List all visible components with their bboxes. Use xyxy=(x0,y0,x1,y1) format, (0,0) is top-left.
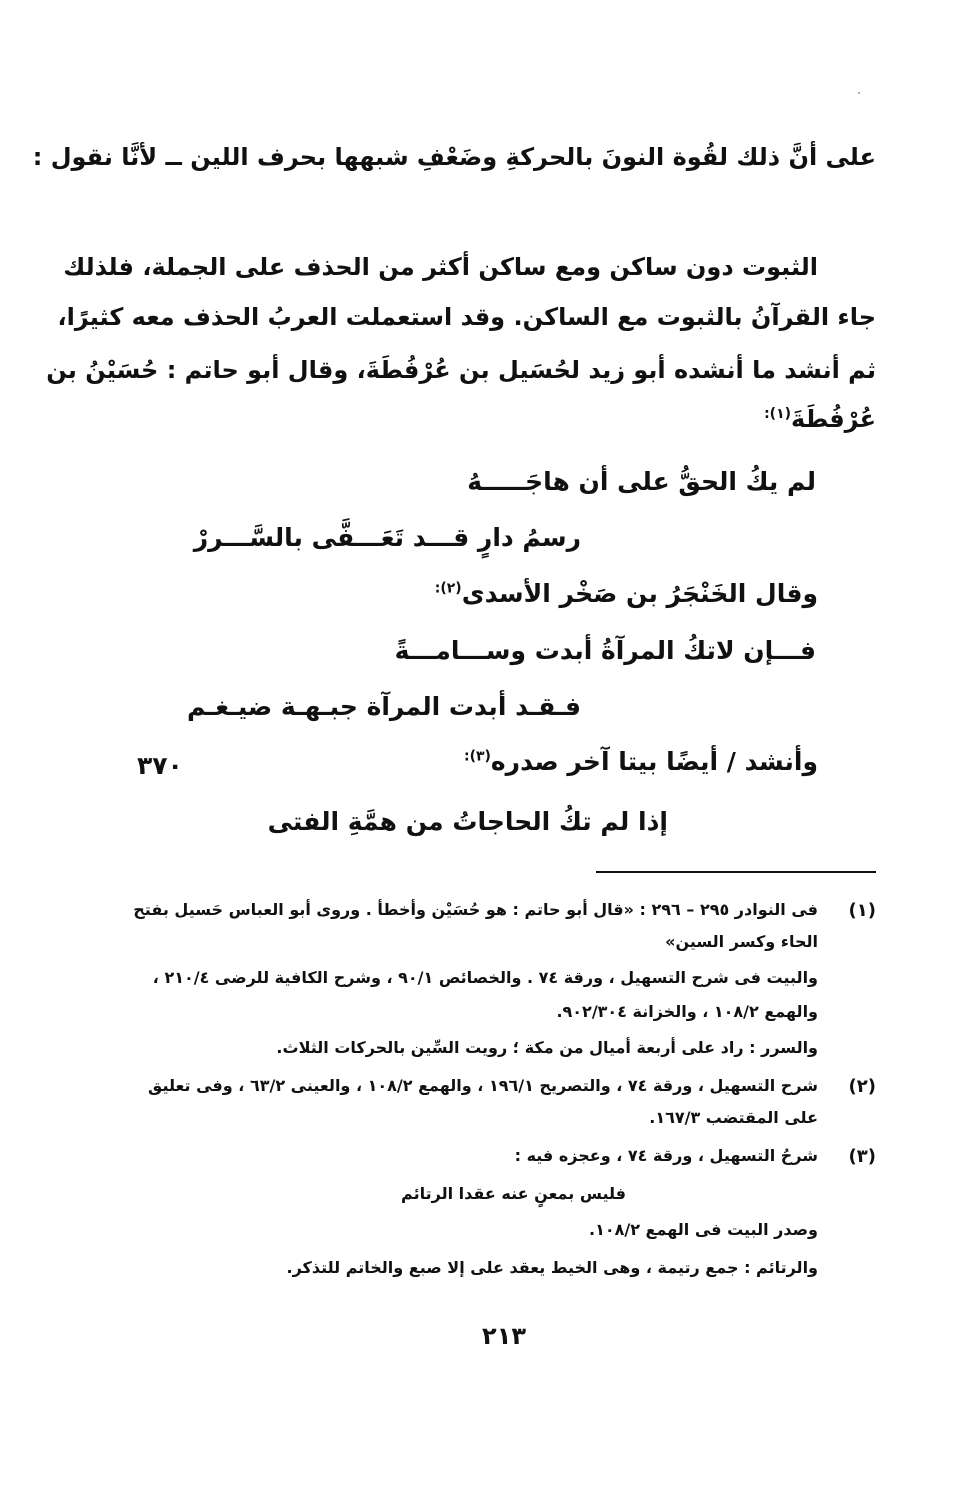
footnote-number-2: (٢) xyxy=(848,1076,876,1097)
page-number: ٢١٣ xyxy=(482,1322,526,1350)
footnote-1-line-2: الحاء وكسر السين» xyxy=(665,932,818,951)
manuscript-folio-number: ٣٧٠ xyxy=(137,751,183,780)
footnote-separator xyxy=(596,871,876,873)
poet-attribution-text: وقال الخَنْجَرُ بن صَخْر الأسدى xyxy=(461,579,818,608)
poet-attribution-line xyxy=(435,579,818,608)
paragraph-line-4-text: عُرْفُطَةَ xyxy=(791,405,876,433)
recitation-text: وأنشد / أيضًا بيتا آخر صدره xyxy=(490,747,818,776)
footnote-1-line-3: والبيت فى شرح التسهيل ، ورقة ٧٤ . والخصائص ٩٠/١ ، وشرح الكافية للرضى ٢١٠/٤ ، xyxy=(152,968,818,987)
footnote-2-line-2: على المقتضب ١٦٧/٣. xyxy=(649,1108,818,1127)
verse-1-second-hemistich: رسمُ دارٍ قـــد تَعَـــفَّى بالسَّـــررْ xyxy=(193,523,581,552)
footnote-number-3: (٣) xyxy=(848,1146,876,1167)
footnote-3-line-3: وصدر البيت فى الهمع ١٠٨/٢. xyxy=(589,1220,818,1239)
paragraph-line-2: جاء القرآنُ بالثبوت مع الساكن. وقد استعملت العربُ الحذف معه كثيرًا، xyxy=(57,303,876,331)
recitation-line xyxy=(464,747,818,776)
footnote-ref-1: (١): xyxy=(764,406,792,422)
footnote-3-line-1: شرحُ التسهيل ، ورقة ٧٤ ، وعجزه فيه : xyxy=(514,1146,818,1165)
footnote-1-line-1: فى النوادر ٢٩٥ – ٢٩٦ : «قال أبو حاتم : هو حُسَيْن وأخطأ . وروى أبو العباس حَسيل بفتح xyxy=(133,900,818,919)
footnote-number-1: (١) xyxy=(848,900,876,921)
paragraph-line-3: ثم أنشد ما أنشده أبو زيد لحُسَيل بن عُرْفُطَةَ، وقال أبو حاتم : حُسَيْنُ بن xyxy=(46,356,876,384)
paragraph-line-4 xyxy=(764,405,876,433)
paragraph-line-1: الثبوت دون ساكن ومع ساكن أكثر من الحذف على الجملة، فلذلك xyxy=(63,253,818,281)
footnote-ref-2: (٢): xyxy=(434,580,462,597)
footnote-2-line-1: شرح التسهيل ، ورقة ٧٤ ، والتصريح ١٩٦/١ ، والهمع ١٠٨/٢ ، والعينى ٦٣/٢ ، وفى تعليق xyxy=(148,1076,818,1095)
footnote-1-line-5: والسرر : راد على أربعة أميال من مكة ؛ رويت السِّين بالحركات الثلاث. xyxy=(276,1038,818,1057)
scan-speck xyxy=(858,92,860,94)
verse-3-first-hemistich: إذا لم تكُ الحاجاتُ من همَّةِ الفتى xyxy=(267,807,668,836)
verse-2-second-hemistich: فـقـد أبدت المرآة جبـهـة ضيـغـم xyxy=(187,692,581,721)
verse-1-first-hemistich: لم يكُ الحقُّ على أن هاجَـــــهُ xyxy=(467,467,816,496)
verse-2-first-hemistich: فـــإن لاتكُ المرآةُ أبدت وســـامـــةً xyxy=(394,636,816,665)
footnote-ref-3: (٣): xyxy=(463,748,491,765)
footnote-3-line-4: والرتائم : جمع رتيمة ، وهى الخيط يعقد على إلا صبع والخاتم للتذكر. xyxy=(286,1258,818,1277)
intro-line: على أنَّ ذلك لقُوة النونَ بالحركةِ وضَعْفِ شبهها بحرف اللين ــ لأنَّا نقول : xyxy=(32,143,876,171)
footnote-3-quoted-hemistich: فليس بمعنٍ عنه عقدا الرتائم xyxy=(401,1184,626,1203)
footnote-1-line-4: والهمع ١٠٨/٢ ، والخزانة ٩٠٢/٣٠٤. xyxy=(556,1002,818,1021)
